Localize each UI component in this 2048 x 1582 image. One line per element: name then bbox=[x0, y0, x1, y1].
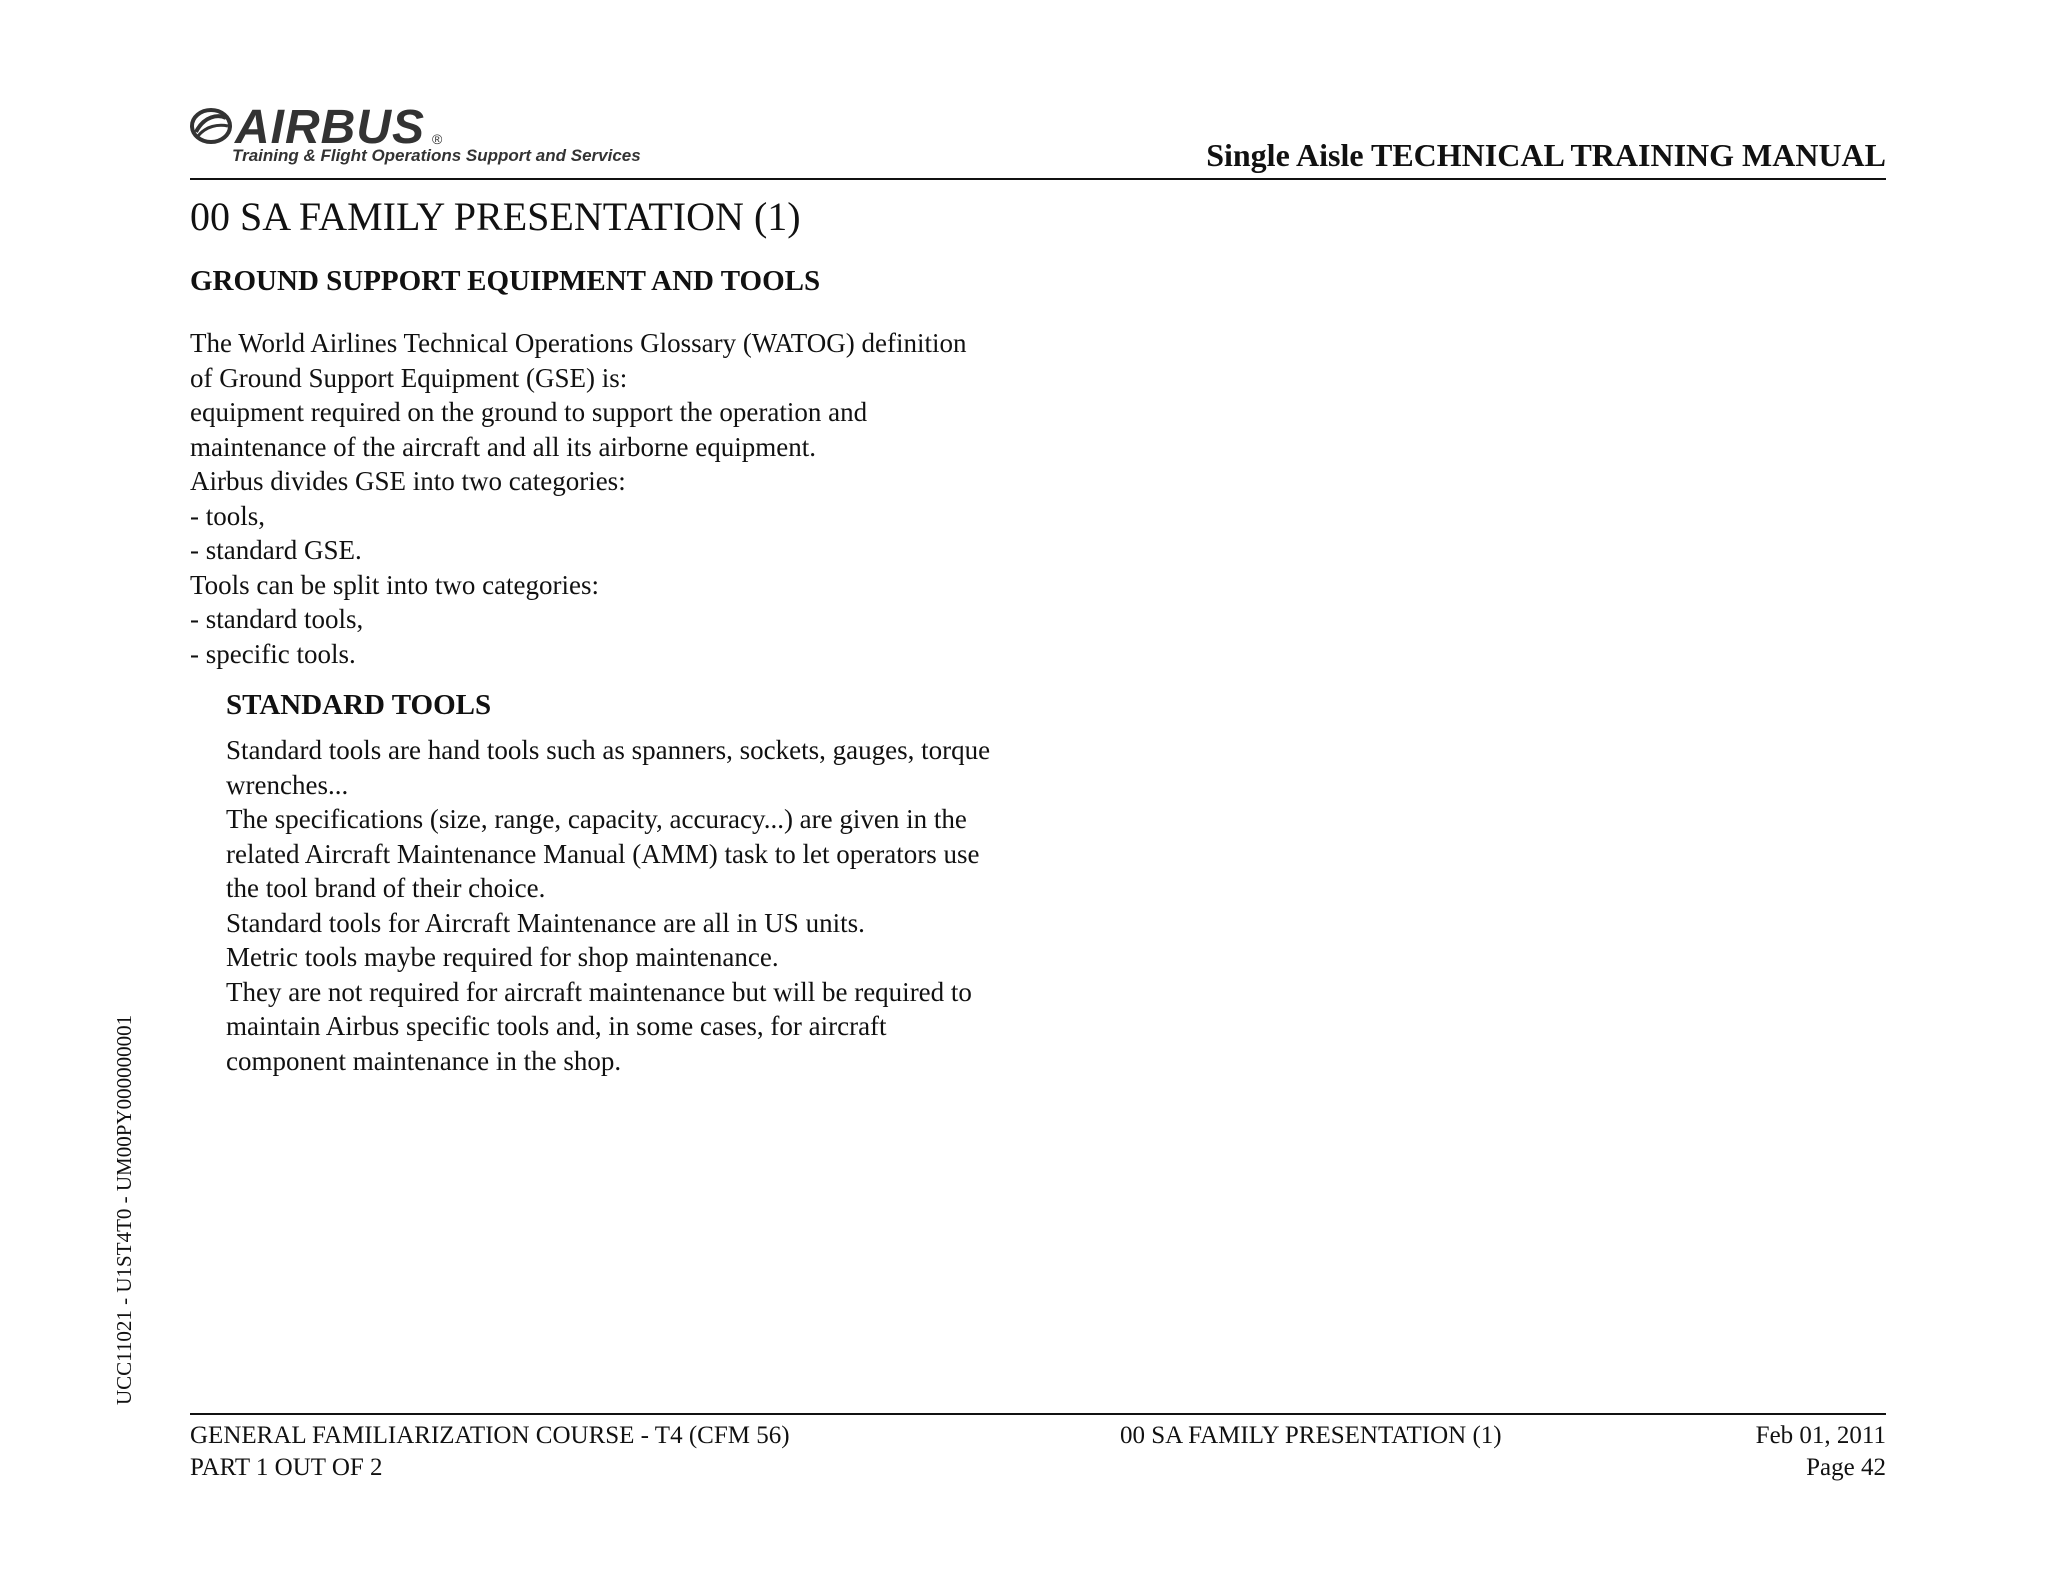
footer-chapter: 00 SA FAMILY PRESENTATION (1) bbox=[1120, 1422, 1502, 1449]
body-line: The specifications (size, range, capacity, accuracy...) are given in the bbox=[226, 804, 967, 834]
footer-page-number: Page 42 bbox=[1806, 1454, 1886, 1481]
body-line: Tools can be split into two categories: bbox=[190, 569, 600, 600]
body-line: - standard tools, bbox=[190, 604, 364, 634]
airbus-swirl-icon bbox=[190, 106, 232, 146]
body-line: equipment required on the ground to support the operation and bbox=[190, 397, 868, 427]
header-rule bbox=[190, 178, 1886, 180]
body-line: The World Airlines Technical Operations Glossary (WATOG) definition bbox=[190, 328, 967, 358]
body-line: related Aircraft Maintenance Manual (AMM) task to let operators use bbox=[226, 838, 980, 869]
section-heading: GROUND SUPPORT EQUIPMENT AND TOOLS bbox=[190, 265, 821, 297]
airbus-logo bbox=[190, 101, 670, 174]
side-reference-code: UCC11021 - U1ST4T0 - UM00PY000000001 bbox=[112, 1014, 136, 1405]
footer-course: GENERAL FAMILIARIZATION COURSE - T4 (CFM 56) bbox=[190, 1422, 790, 1449]
body-line: of Ground Support Equipment (GSE) is: bbox=[190, 362, 628, 393]
footer-part: PART 1 OUT OF 2 bbox=[190, 1454, 383, 1481]
body-line: Standard tools for Aircraft Maintenance are all in US units. bbox=[226, 907, 865, 938]
body-line: Airbus divides GSE into two categories: bbox=[190, 466, 626, 496]
logo-registered-mark: ® bbox=[432, 131, 443, 147]
body-line: component maintenance in the shop. bbox=[226, 1045, 622, 1076]
body-line: - specific tools. bbox=[190, 638, 356, 669]
body-line: the tool brand of their choice. bbox=[226, 873, 546, 903]
footer-rule bbox=[190, 1413, 1886, 1415]
chapter-title: 00 SA FAMILY PRESENTATION (1) bbox=[190, 194, 801, 239]
section-body bbox=[190, 326, 1070, 671]
body-line: - standard GSE. bbox=[190, 535, 362, 565]
manual-title: Single Aisle TECHNICAL TRAINING MANUAL bbox=[1206, 137, 1886, 173]
body-line: They are not required for aircraft maintenance but will be required to bbox=[226, 976, 972, 1007]
subsection-heading: STANDARD TOOLS bbox=[226, 689, 492, 721]
body-line: Standard tools are hand tools such as spanners, sockets, gauges, torque bbox=[226, 735, 991, 765]
body-line: Metric tools maybe required for shop maintenance. bbox=[226, 942, 779, 972]
body-line: maintain Airbus specific tools and, in some cases, for aircraft bbox=[226, 1011, 887, 1041]
body-line: maintenance of the aircraft and all its airborne equipment. bbox=[190, 431, 816, 462]
subsection-body bbox=[226, 733, 1086, 1078]
body-line: wrenches... bbox=[226, 769, 349, 800]
body-line: - tools, bbox=[190, 500, 266, 531]
logo-wordmark: AIRBUS bbox=[235, 101, 426, 154]
logo-tagline: Training & Flight Operations Support and Services bbox=[232, 146, 641, 165]
footer-date: Feb 01, 2011 bbox=[1755, 1422, 1886, 1449]
